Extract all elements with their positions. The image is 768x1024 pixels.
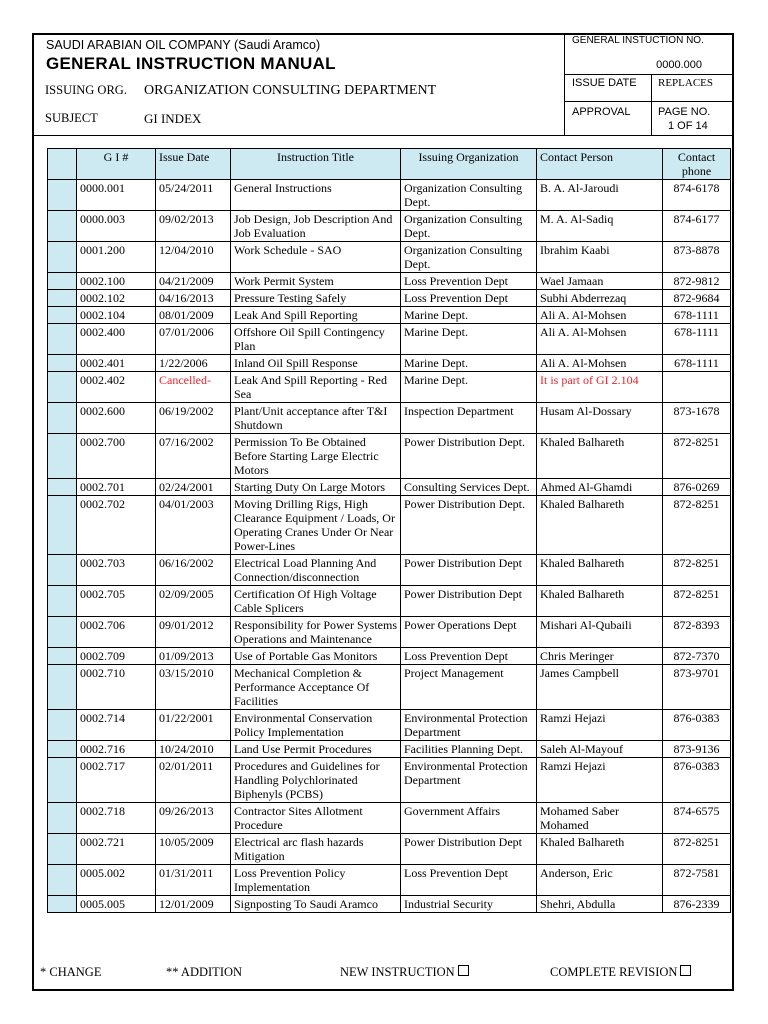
table-row [48,896,731,913]
instruction-title-cell: Signposting To Saudi Aramco [231,896,401,913]
gi-number-cell: 0002.100 [77,273,156,290]
column-header-gi-number: G I # [77,149,156,180]
issuing-organization-cell: Power Distribution Dept [401,834,537,865]
row-marker-cell [48,617,77,648]
instruction-title-cell: Electrical arc flash hazards Mitigation [231,834,401,865]
instruction-title-cell: Job Design, Job Description And Job Evaluation [231,211,401,242]
row-marker-cell [48,758,77,803]
table-row [48,586,731,617]
issuing-org-label: ISSUING ORG. [45,83,127,97]
issue-date-cell: 03/15/2010 [156,665,231,710]
contact-phone-cell: 874-6575 [663,803,731,834]
table-row [48,180,731,211]
issue-date-cell: 01/09/2013 [156,648,231,665]
issuing-organization-cell: Project Management [401,665,537,710]
table-row [48,834,731,865]
row-marker-cell [48,496,77,555]
gi-number-cell: 0005.005 [77,896,156,913]
table-row [48,242,731,273]
column-header-contact-person: Contact Person [537,149,663,180]
row-marker-cell [48,211,77,242]
gi-number-cell: 0000.001 [77,180,156,211]
table-row [48,479,731,496]
issuing-organization-cell: Organization Consulting Dept. [401,211,537,242]
row-marker-cell [48,555,77,586]
row-marker-cell [48,803,77,834]
row-marker-cell [48,865,77,896]
row-marker-cell [48,324,77,355]
row-marker-cell [48,355,77,372]
contact-person-cell: Ramzi Hejazi [537,710,663,741]
change-legend: * CHANGE [40,965,102,979]
column-header-issuing-organization: Issuing Organization [401,149,537,180]
table-row [48,355,731,372]
contact-person-cell: Ibrahim Kaabi [537,242,663,273]
manual-title: GENERAL INSTRUCTION MANUAL [46,54,336,73]
issue-date-cell: 07/01/2006 [156,324,231,355]
issuing-organization-cell: Government Affairs [401,803,537,834]
row-marker-cell [48,242,77,273]
issue-date-cell: 06/16/2002 [156,555,231,586]
subject-label: SUBJECT [45,111,98,125]
row-marker-cell [48,665,77,710]
issue-date-cell: 01/31/2011 [156,865,231,896]
issue-date-label: ISSUE DATE [572,77,637,89]
gi-number-cell: 0002.706 [77,617,156,648]
table-row [48,273,731,290]
issue-date-cell: 08/01/2009 [156,307,231,324]
instruction-title-cell: Permission To Be Obtained Before Starting Large Electric Motors [231,434,401,479]
contact-person-cell: Saleh Al-Mayouf [537,741,663,758]
row-marker-cell [48,741,77,758]
instruction-title-cell: Moving Drilling Rigs, High Clearance Equipment / Loads, Or Operating Cranes Under Or Near Power-Lines [231,496,401,555]
header-bottom-rule [34,135,732,136]
issue-date-cell: 09/26/2013 [156,803,231,834]
gi-number-cell: 0002.716 [77,741,156,758]
gi-number-cell: 0001.200 [77,242,156,273]
contact-person-cell: Khaled Balhareth [537,496,663,555]
issuing-organization-cell: Power Operations Dept [401,617,537,648]
document-header [34,35,732,136]
table-row [48,741,731,758]
addition-legend: ** ADDITION [166,965,243,979]
new-instruction-checkbox[interactable] [458,965,469,976]
issuing-organization-cell: Marine Dept. [401,355,537,372]
contact-person-cell: M. A. Al-Sadiq [537,211,663,242]
contact-phone-cell [663,372,731,403]
issue-date-cell: 09/01/2012 [156,617,231,648]
table-row [48,555,731,586]
gi-number-cell: 0002.102 [77,290,156,307]
gi-number-cell: 0002.710 [77,665,156,710]
instruction-title-cell: Electrical Load Planning And Connection/disconnection [231,555,401,586]
table-row [48,290,731,307]
issuing-organization-cell: Facilities Planning Dept. [401,741,537,758]
issuing-organization-cell: Marine Dept. [401,372,537,403]
contact-phone-cell: 678-1111 [663,324,731,355]
row-marker-cell [48,834,77,865]
instruction-title-cell: Mechanical Completion & Performance Acceptance Of Facilities [231,665,401,710]
gi-number-cell: 0002.714 [77,710,156,741]
row-marker-header [48,149,77,180]
contact-person-cell: Mohamed Saber Mohamed [537,803,663,834]
issue-date-cell: 12/04/2010 [156,242,231,273]
gi-number-cell: 0005.002 [77,865,156,896]
gi-number-cell: 0002.701 [77,479,156,496]
issuing-org-value: ORGANIZATION CONSULTING DEPARTMENT [144,83,437,98]
instruction-title-cell: Responsibility for Power Systems Operations and Maintenance [231,617,401,648]
complete-revision-checkbox[interactable] [680,965,691,976]
issuing-organization-cell: Consulting Services Dept. [401,479,537,496]
gi-number-cell: 0002.709 [77,648,156,665]
issuing-organization-cell: Industrial Security [401,896,537,913]
header-divider [564,101,732,102]
instruction-title-cell: Certification Of High Voltage Cable Splicers [231,586,401,617]
header-divider [564,74,732,75]
issue-date-cell: 01/22/2001 [156,710,231,741]
issuing-organization-cell: Loss Prevention Dept [401,865,537,896]
issuing-organization-cell: Environmental Protection Department [401,710,537,741]
gi-number-cell: 0002.702 [77,496,156,555]
table-row [48,211,731,242]
subject-value: GI INDEX [144,111,202,126]
row-marker-cell [48,648,77,665]
row-marker-cell [48,403,77,434]
gi-number-cell: 0002.400 [77,324,156,355]
table-row [48,865,731,896]
contact-person-cell: Subhi Abderrezaq [537,290,663,307]
approval-label: APPROVAL [572,106,631,118]
issuing-organization-cell: Inspection Department [401,403,537,434]
instruction-title-cell: Procedures and Guidelines for Handling Polychlorinated Biphenyls (PCBS) [231,758,401,803]
contact-phone-cell: 678-1111 [663,355,731,372]
issue-date-cell: Cancelled- [156,372,231,403]
instruction-title-cell: Contractor Sites Allotment Procedure [231,803,401,834]
issuing-organization-cell: Power Distribution Dept [401,586,537,617]
contact-phone-cell: 876-0269 [663,479,731,496]
contact-phone-cell: 872-8251 [663,496,731,555]
issue-date-cell: 04/21/2009 [156,273,231,290]
contact-phone-cell: 873-9701 [663,665,731,710]
row-marker-cell [48,180,77,211]
contact-person-cell: Ali A. Al-Mohsen [537,324,663,355]
issue-date-cell: 10/05/2009 [156,834,231,865]
table-row [48,372,731,403]
table-header-row [48,149,731,180]
document-frame [32,33,734,991]
contact-phone-cell: 872-8251 [663,555,731,586]
instruction-title-cell: Inland Oil Spill Response [231,355,401,372]
instruction-title-cell: Leak And Spill Reporting - Red Sea [231,372,401,403]
issue-date-cell: 10/24/2010 [156,741,231,758]
contact-phone-cell: 874-6177 [663,211,731,242]
contact-phone-cell: 872-9684 [663,290,731,307]
table-row [48,617,731,648]
gi-number-cell: 0002.700 [77,434,156,479]
contact-phone-cell: 876-2339 [663,896,731,913]
issue-date-cell: 07/16/2002 [156,434,231,479]
instruction-title-cell: Work Schedule - SAO [231,242,401,273]
table-row [48,403,731,434]
contact-phone-cell: 873-8878 [663,242,731,273]
instruction-title-cell: Land Use Permit Procedures [231,741,401,758]
instruction-title-cell: Starting Duty On Large Motors [231,479,401,496]
issuing-organization-cell: Organization Consulting Dept. [401,180,537,211]
contact-phone-cell: 874-6178 [663,180,731,211]
issue-date-cell: 1/22/2006 [156,355,231,372]
column-header-issue-date: Issue Date [156,149,231,180]
complete-revision-label: COMPLETE REVISION [550,965,678,979]
page-number-value: 1 OF 14 [668,120,708,132]
issuing-organization-cell: Power Distribution Dept. [401,496,537,555]
issuing-organization-cell: Power Distribution Dept. [401,434,537,479]
instruction-title-cell: Leak And Spill Reporting [231,307,401,324]
gi-number-cell: 0002.718 [77,803,156,834]
instruction-title-cell: Pressure Testing Safely [231,290,401,307]
contact-phone-cell: 872-7370 [663,648,731,665]
row-marker-cell [48,434,77,479]
contact-phone-cell: 876-0383 [663,758,731,803]
issuing-organization-cell: Loss Prevention Dept [401,273,537,290]
contact-phone-cell: 873-1678 [663,403,731,434]
table-row [48,496,731,555]
gi-number-cell: 0002.705 [77,586,156,617]
gi-number-value: 0000.000 [656,59,702,71]
table-row [48,324,731,355]
header-divider [651,74,652,136]
gi-number-cell: 0002.600 [77,403,156,434]
contact-phone-cell: 872-8251 [663,834,731,865]
gi-number-cell: 0000.003 [77,211,156,242]
contact-phone-cell: 876-0383 [663,710,731,741]
instruction-title-cell: Use of Portable Gas Monitors [231,648,401,665]
table-row [48,307,731,324]
contact-person-cell: It is part of GI 2.104 [537,372,663,403]
contact-person-cell: Khaled Balhareth [537,434,663,479]
contact-person-cell: B. A. Al-Jaroudi [537,180,663,211]
row-marker-cell [48,586,77,617]
contact-person-cell: Khaled Balhareth [537,555,663,586]
gi-number-cell: 0002.402 [77,372,156,403]
contact-person-cell: Ali A. Al-Mohsen [537,307,663,324]
instruction-title-cell: Plant/Unit acceptance after T&I Shutdown [231,403,401,434]
row-marker-cell [48,710,77,741]
row-marker-cell [48,307,77,324]
new-instruction-legend [340,965,455,980]
contact-phone-cell: 872-8393 [663,617,731,648]
instruction-title-cell: Work Permit System [231,273,401,290]
contact-person-cell: Shehri, Abdulla [537,896,663,913]
contact-person-cell: Ramzi Hejazi [537,758,663,803]
gi-number-cell: 0002.401 [77,355,156,372]
contact-phone-cell: 872-9812 [663,273,731,290]
contact-person-cell: Mishari Al-Qubaili [537,617,663,648]
contact-phone-cell: 872-8251 [663,586,731,617]
gi-number-cell: 0002.721 [77,834,156,865]
contact-person-cell: Ahmed Al-Ghamdi [537,479,663,496]
table-row [48,803,731,834]
contact-person-cell: Anderson, Eric [537,865,663,896]
issue-date-cell: 02/09/2005 [156,586,231,617]
contact-person-cell: Chris Meringer [537,648,663,665]
company-name: SAUDI ARABIAN OIL COMPANY (Saudi Aramco) [46,38,321,52]
page-number-label: PAGE NO. [658,106,711,118]
column-header-instruction-title: Instruction Title [231,149,401,180]
contact-person-cell: Husam Al-Dossary [537,403,663,434]
row-marker-cell [48,273,77,290]
gi-number-cell: 0002.703 [77,555,156,586]
column-header-contact-phone: Contact phone [663,149,731,180]
issue-date-cell: 05/24/2011 [156,180,231,211]
contact-phone-cell: 872-7581 [663,865,731,896]
contact-person-cell: James Campbell [537,665,663,710]
issue-date-cell: 02/24/2001 [156,479,231,496]
row-marker-cell [48,896,77,913]
contact-person-cell: Wael Jamaan [537,273,663,290]
replaces-label: REPLACES [658,77,714,89]
instruction-title-cell: Loss Prevention Policy Implementation [231,865,401,896]
header-divider [564,35,565,136]
contact-person-cell: Ali A. Al-Mohsen [537,355,663,372]
table-row [48,710,731,741]
issue-date-cell: 02/01/2011 [156,758,231,803]
contact-person-cell: Khaled Balhareth [537,834,663,865]
issuing-organization-cell: Loss Prevention Dept [401,648,537,665]
gi-number-cell: 0002.717 [77,758,156,803]
gi-number-label: GENERAL INSTUCTION NO. [572,35,704,46]
row-marker-cell [48,290,77,307]
contact-person-cell: Khaled Balhareth [537,586,663,617]
table-row [48,665,731,710]
instruction-title-cell: Environmental Conservation Policy Implementation [231,710,401,741]
issue-date-cell: 06/19/2002 [156,403,231,434]
gi-index-table [47,148,731,913]
issuing-organization-cell: Organization Consulting Dept. [401,242,537,273]
table-row [48,648,731,665]
table-row [48,434,731,479]
gi-index-table-wrapper [47,148,731,913]
instruction-title-cell: General Instructions [231,180,401,211]
table-row [48,758,731,803]
issuing-organization-cell: Loss Prevention Dept [401,290,537,307]
contact-phone-cell: 873-9136 [663,741,731,758]
issuing-organization-cell: Power Distribution Dept [401,555,537,586]
issue-date-cell: 12/01/2009 [156,896,231,913]
issue-date-cell: 04/16/2013 [156,290,231,307]
row-marker-cell [48,479,77,496]
new-instruction-label: NEW INSTRUCTION [340,965,455,979]
gi-number-cell: 0002.104 [77,307,156,324]
issue-date-cell: 09/02/2013 [156,211,231,242]
contact-phone-cell: 678-1111 [663,307,731,324]
issuing-organization-cell: Marine Dept. [401,324,537,355]
instruction-title-cell: Offshore Oil Spill Contingency Plan [231,324,401,355]
row-marker-cell [48,372,77,403]
contact-phone-cell: 872-8251 [663,434,731,479]
issuing-organization-cell: Environmental Protection Department [401,758,537,803]
issuing-organization-cell: Marine Dept. [401,307,537,324]
issue-date-cell: 04/01/2003 [156,496,231,555]
complete-revision-legend [550,965,677,980]
